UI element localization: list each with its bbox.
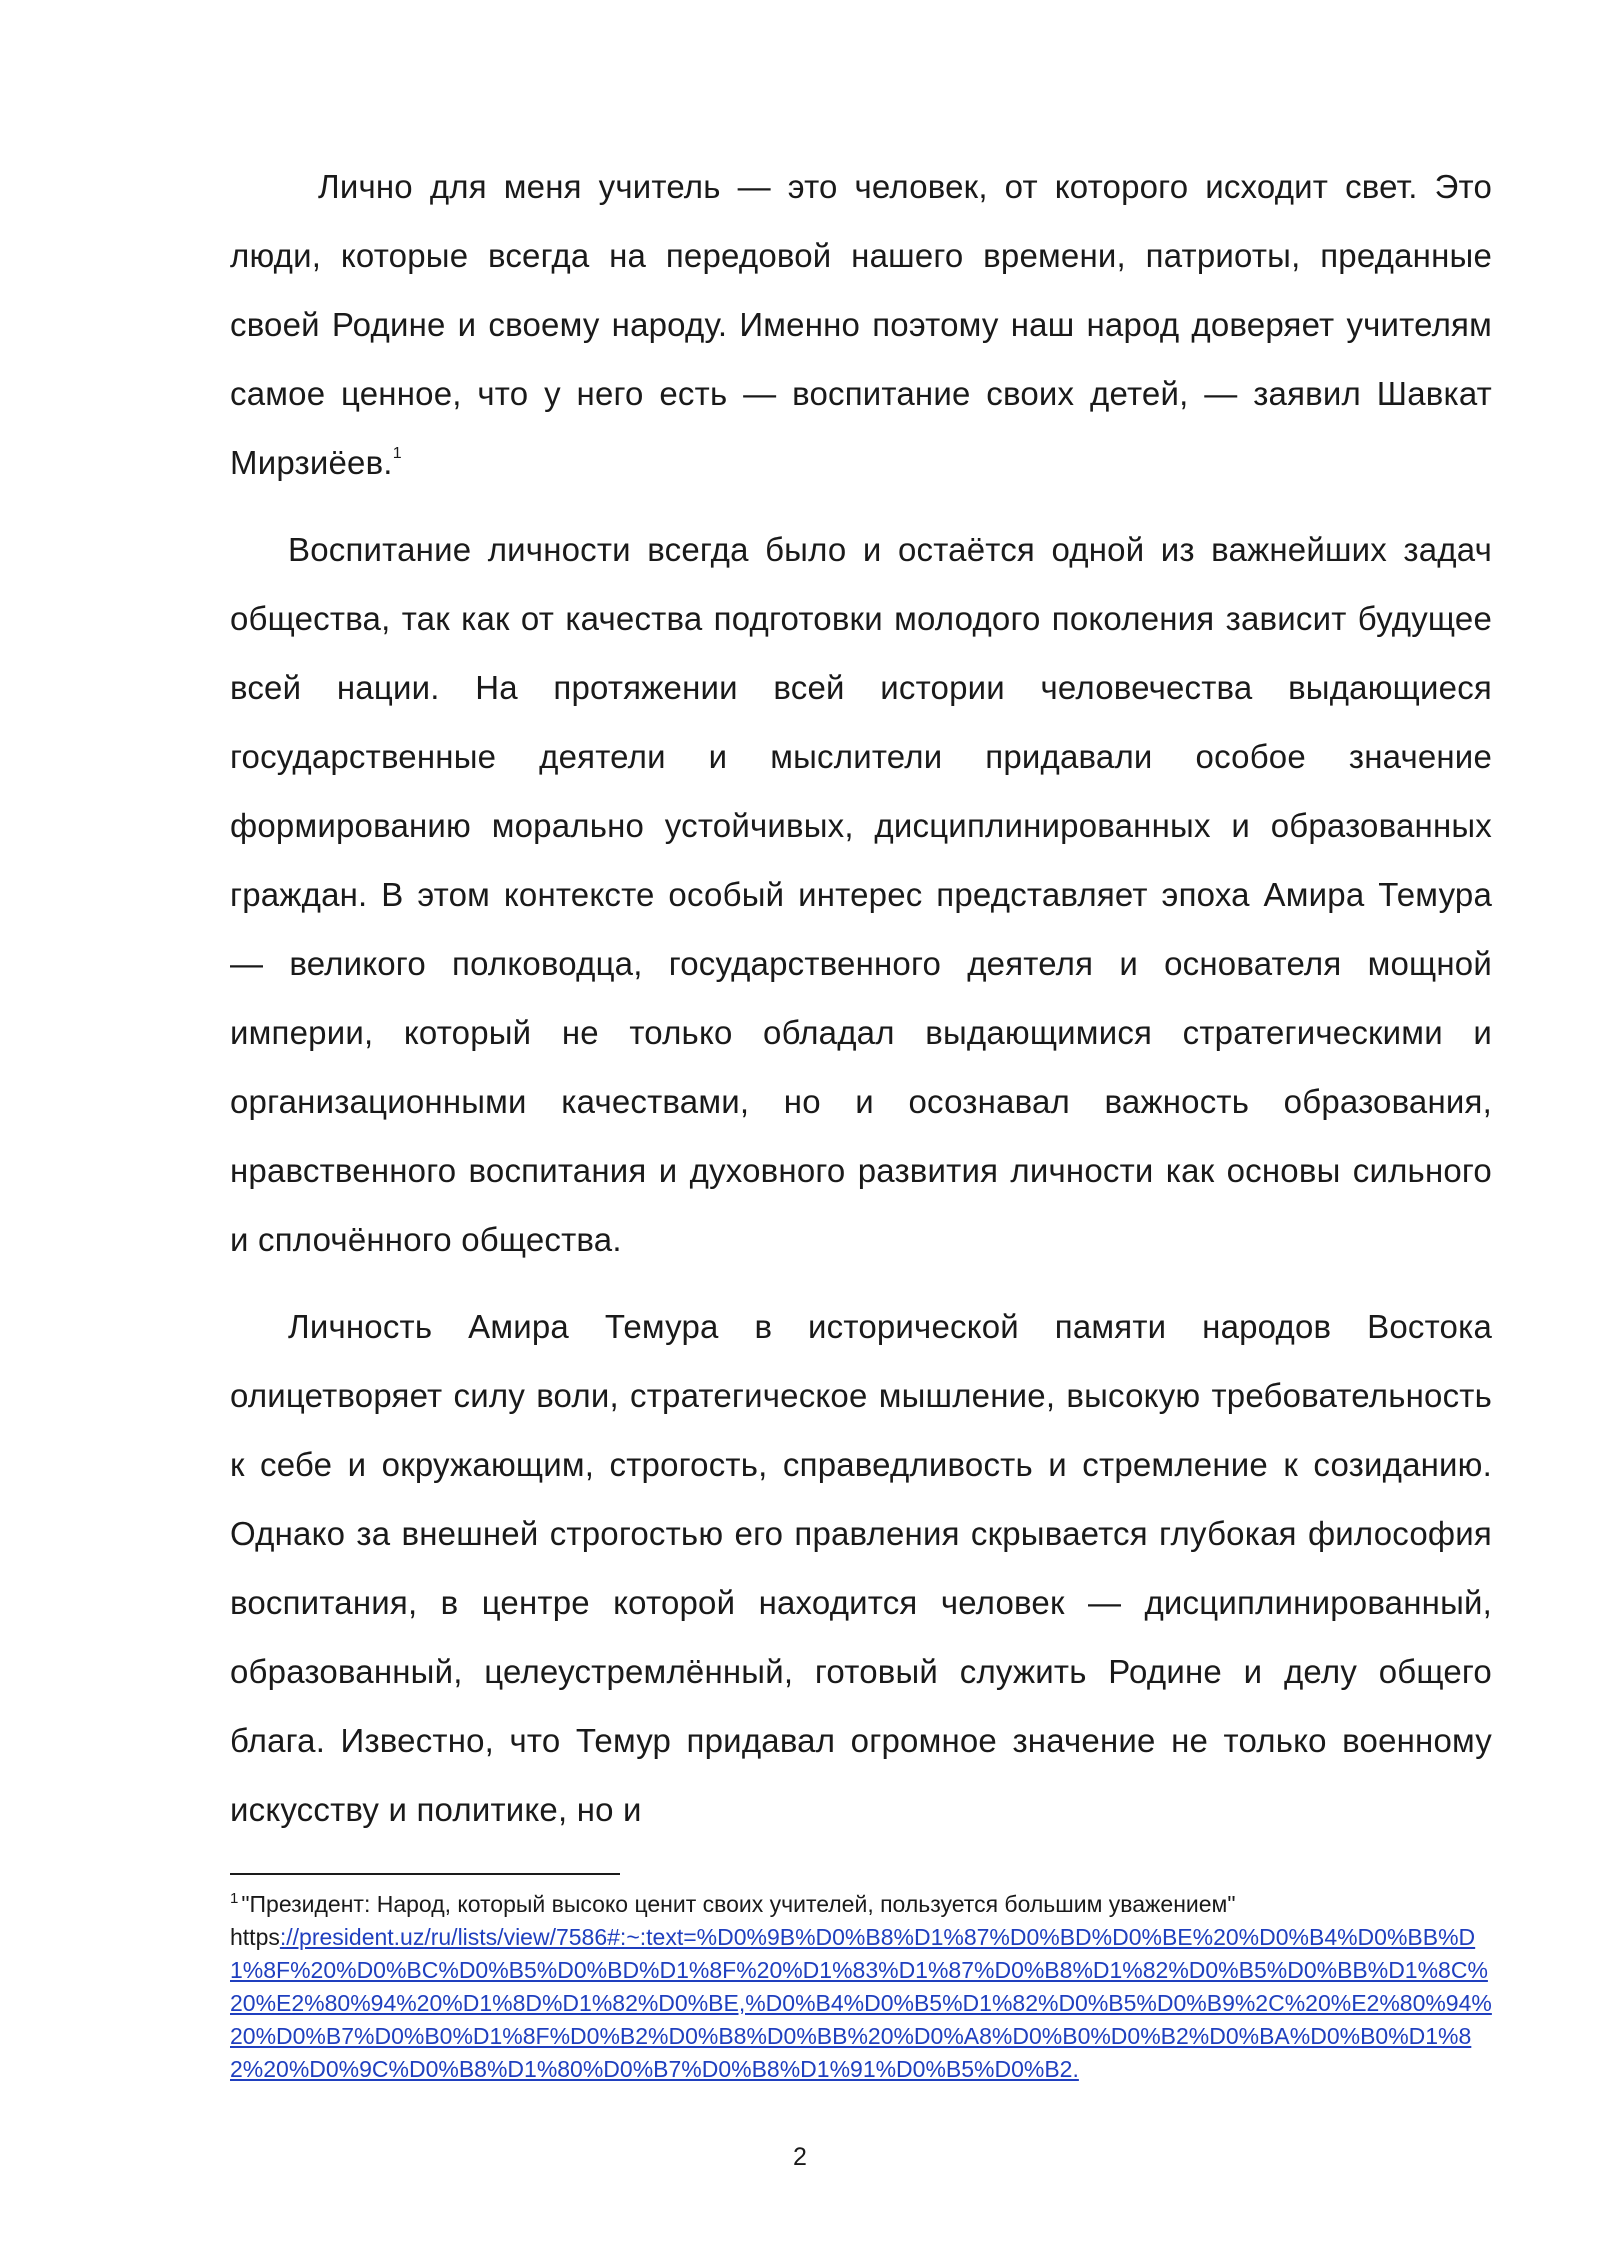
paragraph-1-text: Лично для меня учитель — это человек, от которого исходит свет. Это люди, которые всегда на передовой нашего времени, патриоты, преданные своей Родине и своему народу. Именно поэтому наш народ доверяет учителям самое ценное, что у него есть — воспитание своих детей, — заявил Шавкат Мирзиёев. (230, 168, 1492, 481)
footnote-link[interactable]: ://president.uz/ru/lists/view/7586#:~:text=%D0%9B%D0%B8%D1%87%D0%BD%D0%BE%20%D0%B4%D0%BB%D1%8F%20%D0%BC%D0%B5%D0%BD%D1%8F%20%D1%83%D1%87%D0%B8%D1%82%D0%B5%D0%BB%D1%8C%20%E2%80%94%20%D1%8D%D1%82%D0%BE,%D0%B4%D0%B5%D1%82%D0%B5%D0%B9%2C%20%E2%80%94%20%D0%B7%D0%B0%D1%8F%D0%B2%D0%B8%D0%BB%20%D0%A8%D0%B0%D0%B2%D0%BA%D0%B0%D1%82%20%D0%9C%D0%B8%D1%80%D0%B7%D0%B8%D1%91%D0%B5%D0%B2. (230, 1924, 1492, 2082)
footnote-text: "Президент: Народ, который высоко ценит своих учителей, пользуется большим уважением" (241, 1891, 1236, 1917)
paragraph-2: Воспитание личности всегда было и остаётся одной из важнейших задач общества, так как от качества подготовки молодого поколения зависит будущее всей нации. На протяжении всей истории человечества выдающиеся государственные деятели и мыслители придавали особое значение формированию морально устойчивых, дисциплинированных и образованных граждан. В этом контексте особый интерес представляет эпоха Амира Темура — великого полководца, государственного деятеля и основателя мощной империи, который не только обладал выдающимися стратегическими и организационными качествами, но и осознавал важность образования, нравственного воспитания и духовного развития личности как основы сильного и сплочённого общества. (230, 531, 1492, 1258)
page-number: 2 (793, 2143, 807, 2171)
body-text (230, 152, 1492, 1862)
footnote-link-prefix: https (230, 1924, 280, 1950)
footnote-separator (230, 1873, 620, 1875)
footnote-mark: 1 (230, 1890, 239, 1907)
footnote-reference[interactable]: 1 (392, 445, 402, 462)
footnote (230, 1888, 1492, 2086)
paragraph-3: Личность Амира Темура в исторической памяти народов Востока олицетворяет силу воли, стратегическое мышление, высокую требовательность к себе и окружающим, строгость, справедливость и стремление к созиданию. Однако за внешней строгостью его правления скрывается глубокая философия воспитания, в центре которой находится человек — дисциплинированный, образованный, целеустремлённый, готовый служить Родине и делу общего блага. Известно, что Темур придавал огромное значение не только военному искусству и политике, но и (230, 1308, 1492, 1828)
footnote-title-line (230, 1888, 1492, 1921)
paragraph-1 (230, 152, 1492, 497)
footnote-link-line (230, 1921, 1492, 2086)
